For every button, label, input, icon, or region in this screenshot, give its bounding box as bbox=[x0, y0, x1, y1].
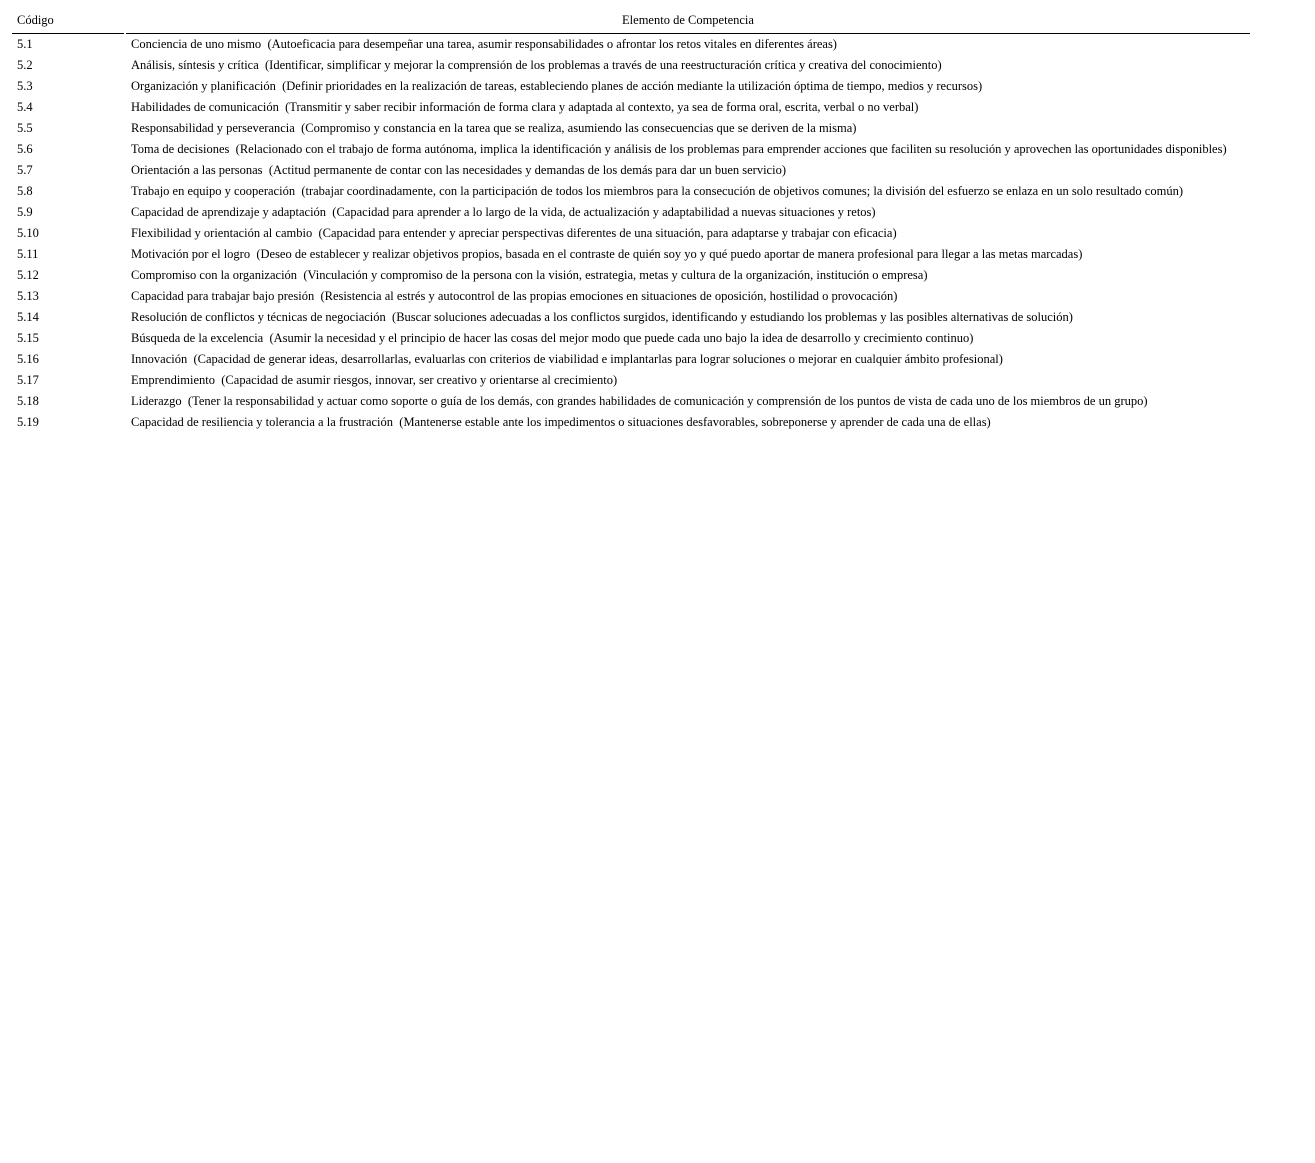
table-row bbox=[12, 139, 1250, 160]
competency-description: (Resistencia al estrés y autocontrol de las propias emociones en situaciones de oposición, hostilidad o provocación) bbox=[320, 289, 898, 303]
competency-name: Innovación bbox=[131, 352, 188, 366]
table-row bbox=[12, 76, 1250, 97]
competency-description: (Definir prioridades en la realización de tareas, estableciendo planes de acción mediante la utilización óptima de tiempo, medios y recursos) bbox=[282, 79, 983, 93]
table-row bbox=[12, 307, 1250, 328]
competency-table bbox=[12, 11, 1250, 433]
competency-name: Análisis, síntesis y crítica bbox=[131, 58, 259, 72]
competency-name: Búsqueda de la excelencia bbox=[131, 331, 264, 345]
competency-code: 5.4 bbox=[17, 100, 33, 114]
competency-name: Emprendimiento bbox=[131, 373, 216, 387]
competency-element bbox=[126, 181, 1250, 202]
competency-element bbox=[126, 307, 1250, 328]
header-code: Código bbox=[12, 11, 124, 34]
table-row bbox=[12, 223, 1250, 244]
competency-description: (Vinculación y compromiso de la persona con la visión, estrategia, metas y cultura de la organización, institución o empresa) bbox=[303, 268, 928, 282]
table-row bbox=[12, 181, 1250, 202]
competency-code: 5.7 bbox=[17, 163, 33, 177]
competency-element bbox=[126, 118, 1250, 139]
table-row bbox=[12, 244, 1250, 265]
competency-name: Capacidad de resiliencia y tolerancia a la frustración bbox=[131, 415, 394, 429]
competency-code: 5.5 bbox=[17, 121, 33, 135]
competency-code: 5.10 bbox=[17, 226, 39, 240]
competency-code: 5.17 bbox=[17, 373, 39, 387]
competency-description: (trabajar coordinadamente, con la participación de todos los miembros para la consecución de objetivos comunes; la división del esfuerzo se enlaza en un solo resultado común) bbox=[301, 184, 1183, 198]
competency-description: (Asumir la necesidad y el principio de hacer las cosas del mejor modo que puede cada uno bajo la idea de desarrollo y crecimiento continuo) bbox=[269, 331, 974, 345]
competency-element bbox=[126, 202, 1250, 223]
competency-code: 5.15 bbox=[17, 331, 39, 345]
competency-name: Toma de decisiones bbox=[131, 142, 230, 156]
competency-code: 5.1 bbox=[17, 37, 33, 51]
competency-element bbox=[126, 286, 1250, 307]
competency-element bbox=[126, 76, 1250, 97]
competency-code: 5.12 bbox=[17, 268, 39, 282]
competency-element bbox=[126, 370, 1250, 391]
competency-description: (Mantenerse estable ante los impedimentos o situaciones desfavorables, sobreponerse y aprender de cada una de ellas) bbox=[399, 415, 991, 429]
competency-element bbox=[126, 265, 1250, 286]
competency-description: (Buscar soluciones adecuadas a los conflictos surgidos, identificando y estudiando los problemas y las posibles alternativas de solución) bbox=[392, 310, 1073, 324]
competency-name: Conciencia de uno mismo bbox=[131, 37, 262, 51]
competency-description: (Compromiso y constancia en la tarea que se realiza, asumiendo las consecuencias que se deriven de la misma) bbox=[301, 121, 857, 135]
competency-element bbox=[126, 160, 1250, 181]
table-row bbox=[12, 265, 1250, 286]
competency-name: Liderazgo bbox=[131, 394, 182, 408]
competency-name: Motivación por el logro bbox=[131, 247, 251, 261]
competency-description: (Autoeficacia para desempeñar una tarea, asumir responsabilidades o afrontar los retos vitales en diferentes áreas) bbox=[267, 37, 837, 51]
competency-description: (Capacidad para entender y apreciar perspectivas diferentes de una situación, para adaptarse y trabajar con eficacia) bbox=[318, 226, 897, 240]
competency-element bbox=[126, 34, 1250, 55]
competency-code: 5.19 bbox=[17, 415, 39, 429]
header-element: Elemento de Competencia bbox=[126, 11, 1250, 34]
table-row bbox=[12, 412, 1250, 433]
competency-description: (Deseo de establecer y realizar objetivos propios, basada en el contraste de quién soy yo y qué puedo aportar de manera profesional para llegar a las metas marcadas) bbox=[256, 247, 1083, 261]
competency-code: 5.11 bbox=[17, 247, 39, 261]
competency-name: Capacidad para trabajar bajo presión bbox=[131, 289, 315, 303]
competency-name: Responsabilidad y perseverancia bbox=[131, 121, 295, 135]
competency-code: 5.3 bbox=[17, 79, 33, 93]
competency-description: (Relacionado con el trabajo de forma autónoma, implica la identificación y análisis de los problemas para emprender acciones que faciliten su resolución y aprovechen las oportunidades disponibles) bbox=[235, 142, 1227, 156]
table-row bbox=[12, 349, 1250, 370]
competency-code: 5.2 bbox=[17, 58, 33, 72]
table-row bbox=[12, 202, 1250, 223]
competency-element bbox=[126, 349, 1250, 370]
competency-code: 5.9 bbox=[17, 205, 33, 219]
table-row bbox=[12, 391, 1250, 412]
competency-name: Resolución de conflictos y técnicas de negociación bbox=[131, 310, 386, 324]
competency-description: (Tener la responsabilidad y actuar como soporte o guía de los demás, con grandes habilidades de comunicación y comprensión de los puntos de vista de cada uno de los miembros de un grupo) bbox=[187, 394, 1148, 408]
table-row bbox=[12, 160, 1250, 181]
competency-code: 5.14 bbox=[17, 310, 39, 324]
competency-element bbox=[126, 328, 1250, 349]
competency-code: 5.13 bbox=[17, 289, 39, 303]
competency-element bbox=[126, 391, 1250, 412]
competency-element bbox=[126, 223, 1250, 244]
table-row bbox=[12, 55, 1250, 76]
table-row bbox=[12, 370, 1250, 391]
table-row bbox=[12, 328, 1250, 349]
competency-element bbox=[126, 55, 1250, 76]
competency-element bbox=[126, 139, 1250, 160]
competency-name: Orientación a las personas bbox=[131, 163, 263, 177]
table-row bbox=[12, 286, 1250, 307]
competency-description: (Actitud permanente de contar con las necesidades y demandas de los demás para dar un buen servicio) bbox=[268, 163, 786, 177]
competency-name: Organización y planificación bbox=[131, 79, 276, 93]
table-header bbox=[12, 11, 1250, 34]
competency-name: Flexibilidad y orientación al cambio bbox=[131, 226, 313, 240]
competency-element bbox=[126, 412, 1250, 433]
competency-description: (Identificar, simplificar y mejorar la comprensión de los problemas a través de una reestructuración crítica y creativa del conocimiento) bbox=[265, 58, 942, 72]
competency-code: 5.8 bbox=[17, 184, 33, 198]
competency-description: (Capacidad para aprender a lo largo de la vida, de actualización y adaptabilidad a nuevas situaciones y retos) bbox=[332, 205, 876, 219]
table-body bbox=[12, 34, 1250, 433]
table-row bbox=[12, 97, 1250, 118]
header-row bbox=[12, 11, 1250, 34]
competency-description: (Capacidad de generar ideas, desarrollarlas, evaluarlas con criterios de viabilidad e implantarlas para lograr soluciones o mejorar en cualquier ámbito profesional) bbox=[193, 352, 1003, 366]
competency-description: (Transmitir y saber recibir información de forma clara y adaptada al contexto, ya sea de forma oral, escrita, verbal o no verbal) bbox=[285, 100, 919, 114]
competency-element bbox=[126, 244, 1250, 265]
competency-code: 5.16 bbox=[17, 352, 39, 366]
competency-name: Compromiso con la organización bbox=[131, 268, 298, 282]
competency-description: (Capacidad de asumir riesgos, innovar, ser creativo y orientarse al crecimiento) bbox=[221, 373, 618, 387]
competency-name: Capacidad de aprendizaje y adaptación bbox=[131, 205, 327, 219]
competency-name: Habilidades de comunicación bbox=[131, 100, 279, 114]
competency-code: 5.6 bbox=[17, 142, 33, 156]
competency-code: 5.18 bbox=[17, 394, 39, 408]
table-row bbox=[12, 118, 1250, 139]
competency-name: Trabajo en equipo y cooperación bbox=[131, 184, 296, 198]
table-row bbox=[12, 34, 1250, 55]
competency-element bbox=[126, 97, 1250, 118]
